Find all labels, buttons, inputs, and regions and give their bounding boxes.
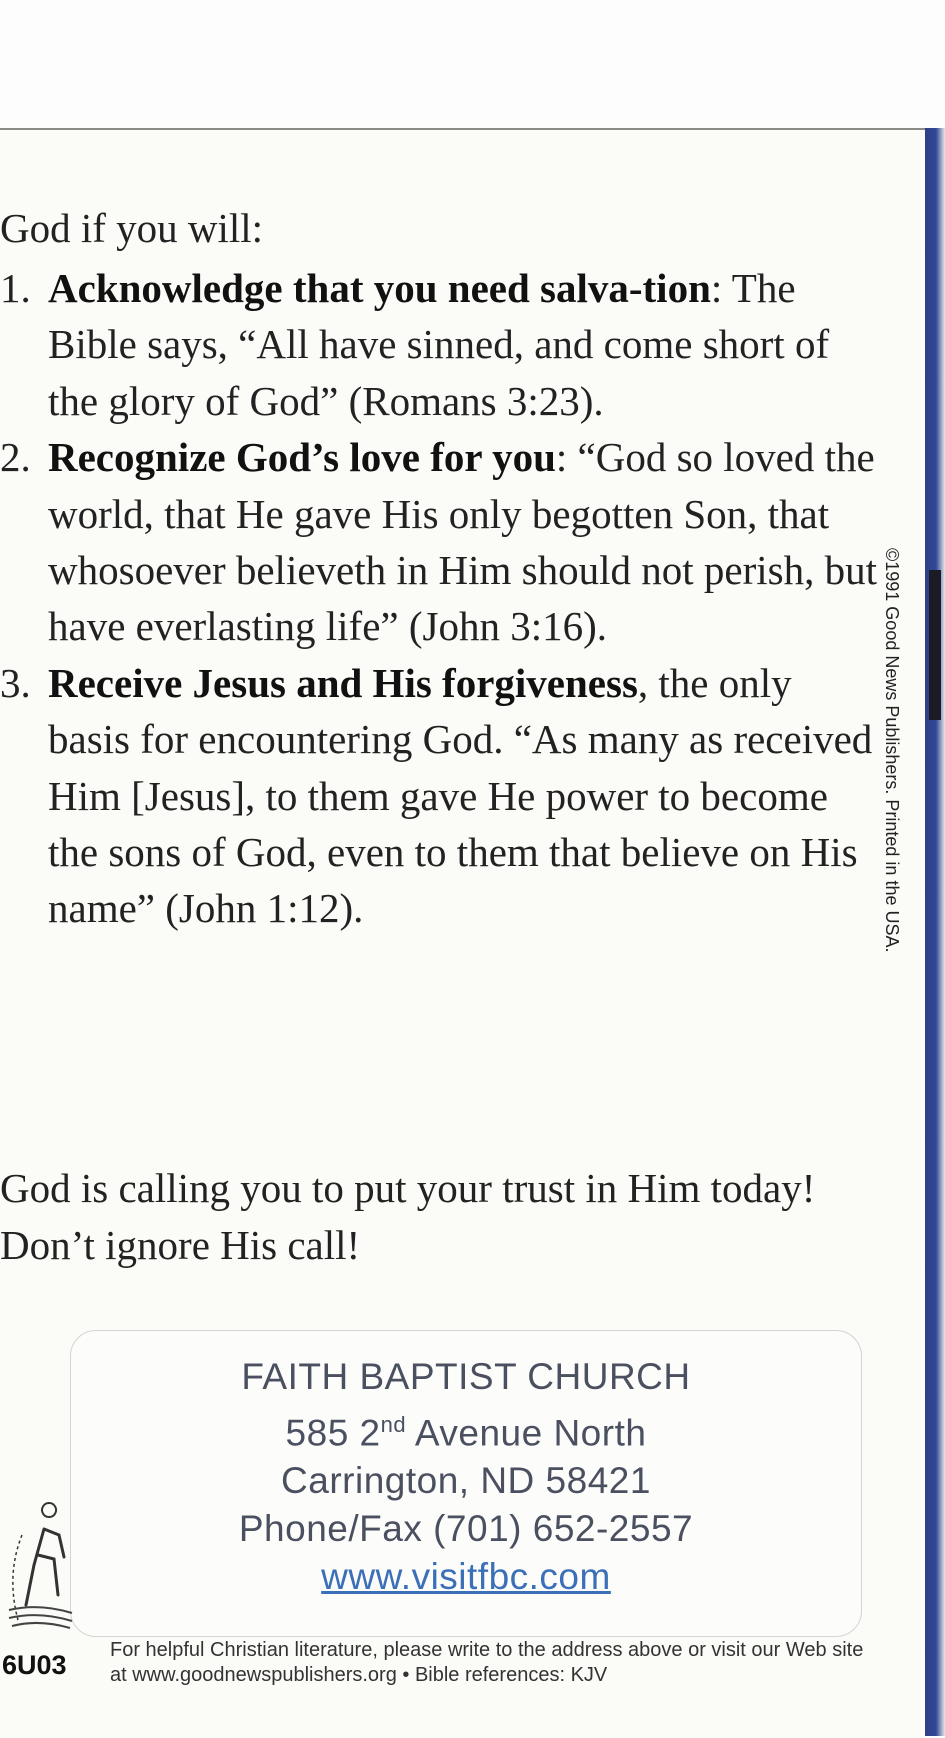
step-heading: Receive Jesus and His forgiveness xyxy=(48,659,638,706)
copyright-notice: ©1991 Good News Publishers. Printed in the USA. xyxy=(882,548,902,953)
step-item xyxy=(0,260,880,429)
address-number: 585 2 xyxy=(285,1412,381,1454)
step-heading: Recognize God’s love for you xyxy=(48,434,556,481)
step-text: : The Bible says, “All have sinned, and come short of the glory of God” (Romans 3:23). xyxy=(48,265,830,424)
top-margin xyxy=(0,0,945,128)
steps-list xyxy=(0,260,880,937)
walking-pilgrim-icon xyxy=(4,1495,74,1635)
step-number: 1. xyxy=(0,265,31,311)
step-text: : “God so loved the world, that He gave His only begotten Son, that whosoever believeth in Him should not perish, but have everlasting life” (John 3:16). xyxy=(48,434,877,650)
step-item xyxy=(0,429,880,655)
church-name: FAITH BAPTIST CHURCH xyxy=(241,1356,691,1397)
address-suffix: nd xyxy=(380,1412,407,1437)
address-street: Avenue North xyxy=(406,1412,647,1454)
closing-text: God is calling you to put your trust in Him today! Don’t ignore His call! xyxy=(0,1165,816,1268)
church-website-link[interactable]: www.visitfbc.com xyxy=(321,1556,611,1598)
tract-code: 6U03 xyxy=(2,1650,67,1680)
church-stamp xyxy=(70,1330,862,1637)
page-edge xyxy=(925,128,945,1736)
step-number: 3. xyxy=(0,659,31,706)
church-city: Carrington, ND 58421 xyxy=(281,1460,651,1502)
intro-text: God if you will: xyxy=(0,205,264,251)
step-heading: Acknowledge that you need salva-tion xyxy=(48,265,711,311)
footer-note: For helpful Christian literature, please write to the address above or visit our Web site at www.goodnewspublishers.org • Bible references: KJV xyxy=(110,1639,864,1686)
step-number: 2. xyxy=(0,434,31,481)
step-text: , the only basis for encountering God. “As many as received Him [Jesus], to them gave He power to become the sons of God, even to them that believe on His name” (John 1:12). xyxy=(48,659,873,932)
church-phone: Phone/Fax (701) 652-2557 xyxy=(238,1508,694,1550)
page-edge-shadow xyxy=(929,570,941,720)
step-item xyxy=(0,655,880,937)
church-address xyxy=(71,1401,861,1457)
